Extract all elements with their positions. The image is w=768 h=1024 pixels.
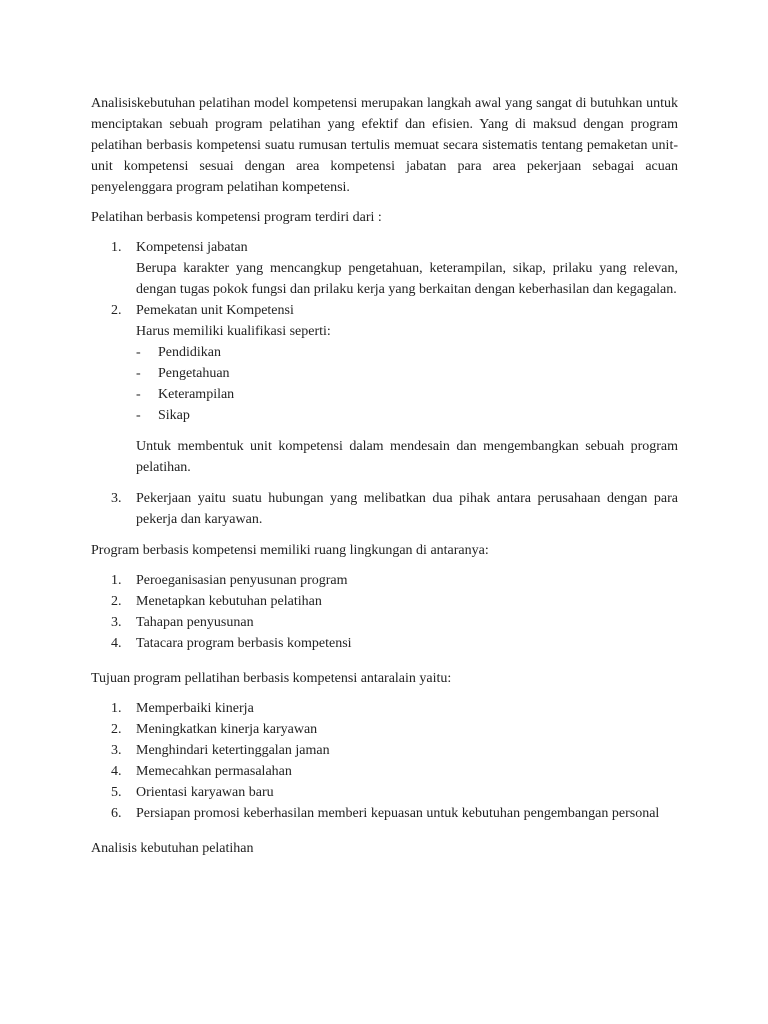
list-item-description: Harus memiliki kualifikasi seperti: bbox=[136, 324, 331, 339]
list-number: 5. bbox=[111, 785, 122, 800]
list-number: 3. bbox=[111, 743, 122, 758]
list-item: 6. Persiapan promosi keberhasilan memberi kepuasan untuk kebutuhan pengembangan personal bbox=[91, 803, 678, 824]
list-item: 3. Menghindari ketertinggalan jaman bbox=[91, 740, 678, 761]
list-number: 3. bbox=[111, 491, 122, 506]
section3-heading: Tujuan program pellatihan berbasis kompetensi antaralain yaitu: bbox=[91, 671, 452, 686]
list-item: 4. Tatacara program berbasis kompetensi bbox=[91, 633, 678, 654]
list-item bbox=[91, 237, 678, 300]
list-item: 2. Menetapkan kebutuhan pelatihan bbox=[91, 591, 678, 612]
list-number: 3. bbox=[111, 615, 122, 630]
section3-list bbox=[91, 698, 678, 824]
bullet-item: - Pengetahuan bbox=[136, 363, 678, 384]
list-item: 1. Peroeganisasian penyusunan program bbox=[91, 570, 678, 591]
list-item bbox=[91, 488, 678, 530]
list-number: 2. bbox=[111, 303, 122, 318]
list-number: 6. bbox=[111, 806, 122, 821]
section1-list bbox=[91, 237, 678, 342]
list-item-title: Pekerjaan yaitu suatu hubungan yang melibatkan dua pihak antara perusahaan dengan para pekerja dan karyawan. bbox=[136, 491, 678, 527]
bullet-item: - Keterampilan bbox=[136, 384, 678, 405]
list-number: 1. bbox=[111, 240, 122, 255]
list-number: 4. bbox=[111, 636, 122, 651]
list-item-title: Kompetensi jabatan bbox=[136, 240, 248, 255]
list-item-description: Berupa karakter yang mencangkup pengetahuan, keterampilan, sikap, prilaku yang relevan, dengan tugas pokok fungsi dan prilaku kerja yang berkaitan dengan keberhasilan dan kegagalan. bbox=[136, 261, 678, 297]
bullet-item: - Pendidikan bbox=[136, 342, 678, 363]
list-item: 4. Memecahkan permasalahan bbox=[91, 761, 678, 782]
section2-heading: Program berbasis kompetensi memiliki ruang lingkungan di antaranya: bbox=[91, 543, 489, 558]
qualification-bullets bbox=[136, 342, 678, 426]
intro-paragraph: Analisiskebutuhan pelatihan model kompetensi merupakan langkah awal yang sangat di butuhkan untuk menciptakan sebuah program pelatihan yang efektif dan efisien. Yang di maksud dengan program pelatihan berbasis kompetensi suatu rumusan tertulis memuat secara sistematis tentang pemaketan unit-unit kompetensi sesuai dengan area kompetensi jabatan para area pekerjaan sebagai acuan penyelenggara program pelatihan kompetensi. bbox=[91, 96, 678, 195]
list-item: 5. Orientasi karyawan baru bbox=[91, 782, 678, 803]
list-item bbox=[91, 300, 678, 342]
section1-list-continued bbox=[91, 488, 678, 530]
closing-heading: Analisis kebutuhan pelatihan bbox=[91, 841, 254, 856]
list-item: 3. Tahapan penyusunan bbox=[91, 612, 678, 633]
list-item-title: Pemekatan unit Kompetensi bbox=[136, 303, 294, 318]
dash-marker: - bbox=[136, 408, 141, 423]
list-item: 2. Meningkatkan kinerja karyawan bbox=[91, 719, 678, 740]
list-number: 4. bbox=[111, 764, 122, 779]
section2-list bbox=[91, 570, 678, 654]
list-number: 2. bbox=[111, 722, 122, 737]
dash-marker: - bbox=[136, 345, 141, 360]
dash-marker: - bbox=[136, 366, 141, 381]
list-item: 1. Memperbaiki kinerja bbox=[91, 698, 678, 719]
list-number: 1. bbox=[111, 573, 122, 588]
qualification-note: Untuk membentuk unit kompetensi dalam mendesain dan mengembangkan sebuah program pelatihan. bbox=[136, 439, 678, 475]
list-number: 2. bbox=[111, 594, 122, 609]
dash-marker: - bbox=[136, 387, 141, 402]
list-number: 1. bbox=[111, 701, 122, 716]
section1-heading: Pelatihan berbasis kompetensi program terdiri dari : bbox=[91, 210, 382, 225]
bullet-item: - Sikap bbox=[136, 405, 678, 426]
document-page bbox=[91, 93, 678, 859]
